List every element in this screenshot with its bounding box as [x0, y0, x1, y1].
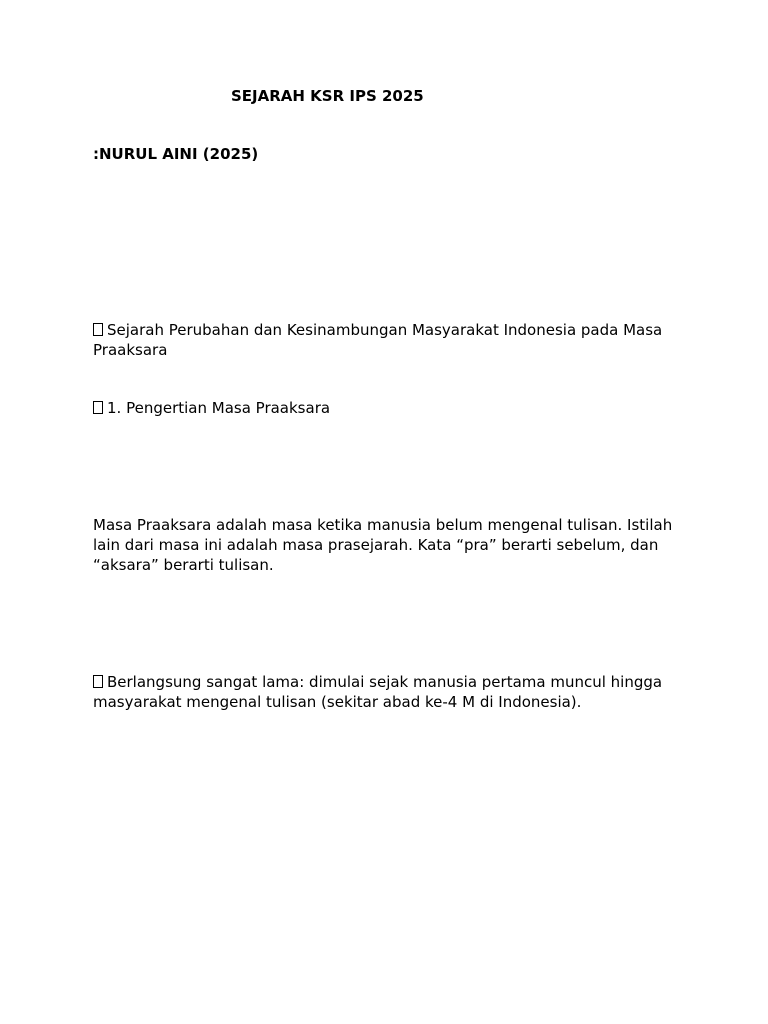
- missing-glyph-icon: [93, 401, 103, 414]
- document-author: :NURUL AINI (2025): [93, 145, 259, 163]
- section-heading-paragraph: [93, 320, 683, 360]
- paragraph-text: Sejarah Perubahan dan Kesinambungan Masyarakat Indonesia pada Masa Praaksara: [93, 321, 663, 359]
- paragraph-text: Masa Praaksara adalah masa ketika manusia belum mengenal tulisan. Istilah lain dari masa ini adalah masa prasejarah. Kata “pra” berarti sebelum, dan “aksara” berarti tulisan.: [93, 516, 673, 574]
- paragraph-text: Berlangsung sangat lama: dimulai sejak manusia pertama muncul hingga masyarakat mengenal tulisan (sekitar abad ke-4 M di Indonesia).: [93, 673, 663, 711]
- paragraph-text: 1. Pengertian Masa Praaksara: [107, 399, 331, 417]
- document-title: SEJARAH KSR IPS 2025: [231, 87, 424, 105]
- definition-paragraph: [93, 515, 683, 575]
- bullet-paragraph: [93, 672, 693, 712]
- missing-glyph-icon: [93, 323, 103, 336]
- subsection-heading-paragraph: [93, 398, 683, 418]
- missing-glyph-icon: [93, 675, 103, 688]
